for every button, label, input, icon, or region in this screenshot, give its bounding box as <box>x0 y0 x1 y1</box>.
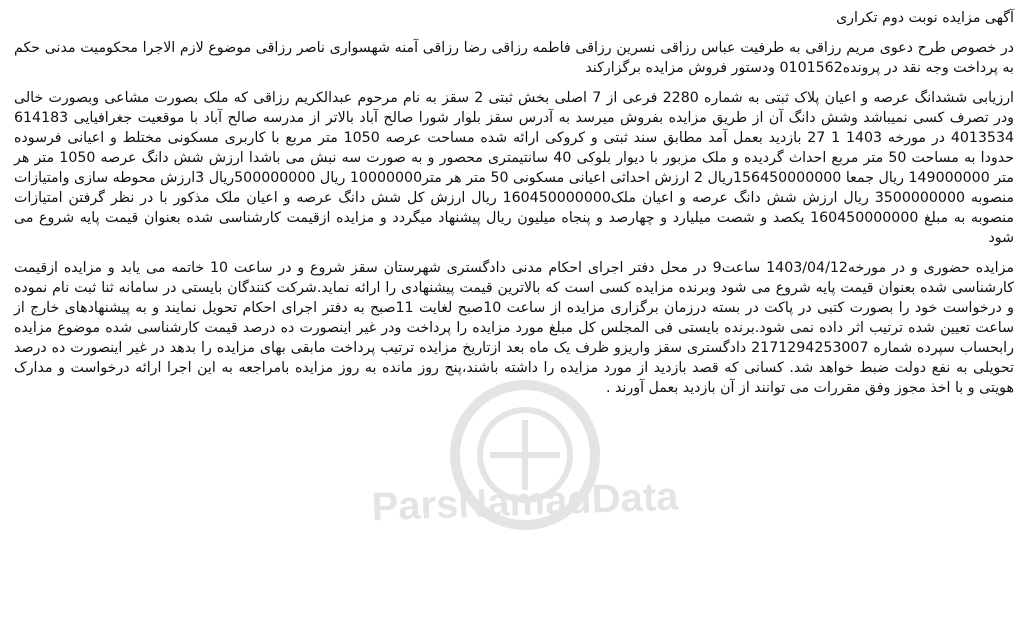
watermark-text: ParsNamadData <box>370 474 680 530</box>
paragraph-case-description: در خصوص طرح دعوی مریم رزاقی به طرفیت عباس رزاقی نسرین رزاقی فاطمه رزاقی رضا رزاقی آمنه شهسواری ناصر رزاقی موضوع لازم الاجرا محکومیت مدنی حکم به پرداخت وجه نقد در پرونده0101562 ودستور فروش مزایده برگزارکند <box>14 40 1014 76</box>
paragraph-property-appraisal: ارزیابی ششدانگ عرصه و اعیان پلاک ثبتی به شماره 2280 فرعی از 7 اصلی بخش ثبتی 2 سقز به نام مرحوم عبدالکریم رزاقی که ملک بصورت مشاعی وبصورت خالی ودر تصرف کسی نمیباشد وشش دانگ آن از طریق مزایده بفروش میرسد به آدرس سقز بلوار شورا صالح آباد بالاتر از مدرسه صالح آباد با موقعیت جغرافیایی 614183 4013534 در مورخه 1403 1 27 بازدید بعمل آمد مطابق سند ثبتی و کروکی ارائه شده مساحت عرصه 1050 متر مربع با کاربری مسکونی مختلط و اعیانی فرسوده حدودا به مساحت 50 متر مربع احداث گردیده و ملک مزبور با دیوار بلوکی 40 سانتیمتری محصور و به صورت سه نبش می باشدا ارزش شش دانگ عرصه 1050 متر هر متر 149000000 ریال جمعا 156450000000ریال 2 ارزش احداثی اعیانی مسکونی 50 متر هر متر10000000 ریال 500000000ریال 3ارزش محوطه سازی وامتیازات منصوبه 3500000000 ریال ارزش شش دانگ عرصه و اعیان ملک160450000000 ریال ارزش کل شش دانگ عرصه و اعیان ملک مذکور با در نظر گرفتن امتیازات منصوبه به مبلغ 160450000000 یکصد و شصت میلیارد و چهارصد و پنجاه میلیون ریال پیشنهاد میگردد و مزایده ازقیمت کارشناسی شده بعنوان قیمت پایه شروع می شود <box>14 90 1014 246</box>
paragraph-auction-terms: مزایده حضوری و در مورخه1403/04/12 ساعت9 در محل دفتر اجرای احکام مدنی دادگستری شهرستان سقز شروع و در ساعت 10 خاتمه می یابد و مزایده ازقیمت کارشناسی شده بعنوان قیمت پایه شروع می شود وبرنده مزایده کسی است که بالاترین قیمت پیشنهادی را ارائه نماید.شرکت کنندگان بایستی در سامانه ثنا ثبت نام نموده و درخواست خود را بصورت کتبی در پاکت در بسته درزمان برگزاری مزایده از ساعت 10صبح لغایت 11صبح به دفتر اجرای احکام تحویل نمایند و به پیشنهادهای خارج از ساعت تعیین شده ترتیب اثر داده نمی شود.برنده بایستی فی المجلس کل مبلغ مورد مزایده را پرداخت ودر غیر اینصورت ده درصد قیمت کارشناسی شده موضوع مزایده رابحساب سپرده شماره 2171294253007 دادگستری سقز واریزو ظرف یک ماه بعد ازتاریخ مزایده ترتیب پرداخت مابقی بهای مزایده را بدهد در غیر اینصورت ده درصد تحویلی به نفع دولت ضبط خواهد شد. کسانی که قصد بازدید از مورد مزایده را داشته باشند،پنج روز مانده به روز مزایده بامراجعه به این اجرا ارائه درخواست و مدارک هویتی و با اخذ مجوز وفق مقررات می توانند از آن بازدید بعمل آورند . <box>14 260 1015 396</box>
announcement-title: آگهی مزایده نوبت دوم تکراری <box>836 10 1014 26</box>
announcement-body <box>14 8 1014 408</box>
